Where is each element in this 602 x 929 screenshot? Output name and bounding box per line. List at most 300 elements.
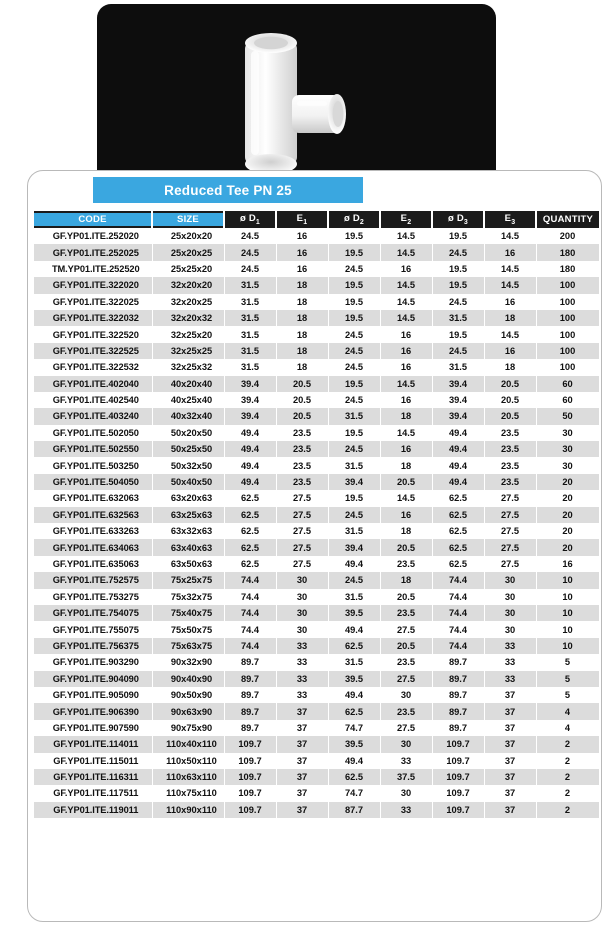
cell-e2: 14.5 bbox=[380, 244, 432, 260]
cell-d1: 109.7 bbox=[224, 753, 276, 769]
cell-d1: 24.5 bbox=[224, 244, 276, 260]
cell-e2: 18 bbox=[380, 572, 432, 588]
cell-e1: 27.5 bbox=[276, 556, 328, 572]
cell-e3: 37 bbox=[484, 720, 536, 736]
cell-d3: 89.7 bbox=[432, 687, 484, 703]
cell-e3: 14.5 bbox=[484, 326, 536, 342]
cell-e3: 37 bbox=[484, 736, 536, 752]
cell-d3: 31.5 bbox=[432, 359, 484, 375]
cell-e1: 16 bbox=[276, 261, 328, 277]
cell-e3: 37 bbox=[484, 785, 536, 801]
cell-d1: 89.7 bbox=[224, 687, 276, 703]
cell-size: 110x75x110 bbox=[152, 785, 224, 801]
cell-d2: 24.5 bbox=[328, 572, 380, 588]
table-row bbox=[34, 703, 599, 719]
cell-d2: 62.5 bbox=[328, 769, 380, 785]
cell-e3: 16 bbox=[484, 244, 536, 260]
cell-e1: 37 bbox=[276, 769, 328, 785]
cell-e1: 37 bbox=[276, 720, 328, 736]
cell-d1: 31.5 bbox=[224, 343, 276, 359]
cell-d1: 49.4 bbox=[224, 441, 276, 457]
cell-e1: 30 bbox=[276, 605, 328, 621]
cell-d2: 31.5 bbox=[328, 589, 380, 605]
cell-quantity: 16 bbox=[536, 556, 599, 572]
cell-code: GF.YP01.ITE.756375 bbox=[34, 638, 152, 654]
cell-e2: 16 bbox=[380, 326, 432, 342]
cell-size: 110x50x110 bbox=[152, 753, 224, 769]
cell-quantity: 100 bbox=[536, 277, 599, 293]
cell-e2: 16 bbox=[380, 441, 432, 457]
cell-e3: 27.5 bbox=[484, 507, 536, 523]
cell-quantity: 4 bbox=[536, 720, 599, 736]
cell-quantity: 2 bbox=[536, 785, 599, 801]
cell-e1: 33 bbox=[276, 638, 328, 654]
cell-e3: 16 bbox=[484, 294, 536, 310]
cell-d3: 74.4 bbox=[432, 572, 484, 588]
cell-d2: 31.5 bbox=[328, 654, 380, 670]
cell-d1: 39.4 bbox=[224, 408, 276, 424]
cell-code: GF.YP01.ITE.322525 bbox=[34, 343, 152, 359]
cell-d3: 109.7 bbox=[432, 769, 484, 785]
cell-quantity: 30 bbox=[536, 457, 599, 473]
cell-d3: 62.5 bbox=[432, 523, 484, 539]
table-row bbox=[34, 474, 599, 490]
cell-size: 63x40x63 bbox=[152, 539, 224, 555]
table-row bbox=[34, 294, 599, 310]
cell-e1: 27.5 bbox=[276, 523, 328, 539]
cell-d1: 62.5 bbox=[224, 490, 276, 506]
cell-d3: 109.7 bbox=[432, 785, 484, 801]
cell-d1: 39.4 bbox=[224, 392, 276, 408]
cell-quantity: 4 bbox=[536, 703, 599, 719]
cell-quantity: 10 bbox=[536, 589, 599, 605]
cell-d3: 62.5 bbox=[432, 490, 484, 506]
column-header-e1-sub: 1 bbox=[303, 218, 308, 226]
cell-quantity: 2 bbox=[536, 753, 599, 769]
column-header-e3-label: E bbox=[504, 213, 512, 225]
cell-d1: 31.5 bbox=[224, 277, 276, 293]
cell-e3: 23.5 bbox=[484, 457, 536, 473]
cell-d3: 109.7 bbox=[432, 736, 484, 752]
cell-e3: 27.5 bbox=[484, 539, 536, 555]
cell-size: 63x32x63 bbox=[152, 523, 224, 539]
table-row bbox=[34, 720, 599, 736]
table-row bbox=[34, 638, 599, 654]
table-row bbox=[34, 523, 599, 539]
cell-e2: 27.5 bbox=[380, 621, 432, 637]
table-row bbox=[34, 654, 599, 670]
cell-e2: 20.5 bbox=[380, 589, 432, 605]
cell-e1: 20.5 bbox=[276, 408, 328, 424]
cell-e3: 27.5 bbox=[484, 490, 536, 506]
cell-e1: 33 bbox=[276, 654, 328, 670]
cell-size: 90x40x90 bbox=[152, 671, 224, 687]
cell-e3: 23.5 bbox=[484, 474, 536, 490]
cell-d3: 19.5 bbox=[432, 326, 484, 342]
column-header-e1 bbox=[276, 211, 328, 228]
cell-d2: 19.5 bbox=[328, 244, 380, 260]
cell-d3: 49.4 bbox=[432, 441, 484, 457]
table-row bbox=[34, 769, 599, 785]
cell-d1: 74.4 bbox=[224, 572, 276, 588]
cell-quantity: 180 bbox=[536, 244, 599, 260]
cell-d3: 49.4 bbox=[432, 457, 484, 473]
cell-e3: 37 bbox=[484, 687, 536, 703]
cell-e1: 27.5 bbox=[276, 490, 328, 506]
cell-d3: 109.7 bbox=[432, 753, 484, 769]
cell-d1: 49.4 bbox=[224, 425, 276, 441]
cell-d3: 89.7 bbox=[432, 671, 484, 687]
cell-d2: 31.5 bbox=[328, 408, 380, 424]
table-row bbox=[34, 244, 599, 260]
cell-code: GF.YP01.ITE.116311 bbox=[34, 769, 152, 785]
cell-d3: 109.7 bbox=[432, 802, 484, 818]
spec-card bbox=[27, 170, 602, 922]
cell-e3: 37 bbox=[484, 769, 536, 785]
cell-e1: 23.5 bbox=[276, 457, 328, 473]
cell-d3: 39.4 bbox=[432, 408, 484, 424]
cell-e2: 23.5 bbox=[380, 654, 432, 670]
cell-quantity: 2 bbox=[536, 802, 599, 818]
column-header-e1-label: E bbox=[296, 213, 304, 225]
cell-code: GF.YP01.ITE.322032 bbox=[34, 310, 152, 326]
column-header-e3 bbox=[484, 211, 536, 228]
cell-e2: 16 bbox=[380, 392, 432, 408]
cell-d2: 62.5 bbox=[328, 638, 380, 654]
cell-d2: 49.4 bbox=[328, 753, 380, 769]
table-row bbox=[34, 425, 599, 441]
cell-size: 50x20x50 bbox=[152, 425, 224, 441]
cell-code: GF.YP01.ITE.117511 bbox=[34, 785, 152, 801]
column-header-code bbox=[34, 211, 152, 228]
cell-e1: 37 bbox=[276, 785, 328, 801]
table-row bbox=[34, 753, 599, 769]
cell-d1: 74.4 bbox=[224, 621, 276, 637]
cell-d3: 19.5 bbox=[432, 277, 484, 293]
cell-size: 75x50x75 bbox=[152, 621, 224, 637]
cell-e3: 20.5 bbox=[484, 392, 536, 408]
cell-code: GF.YP01.ITE.403240 bbox=[34, 408, 152, 424]
column-header-d2 bbox=[328, 211, 380, 228]
cell-e3: 33 bbox=[484, 671, 536, 687]
cell-code: GF.YP01.ITE.905090 bbox=[34, 687, 152, 703]
cell-e1: 30 bbox=[276, 589, 328, 605]
table-row bbox=[34, 408, 599, 424]
cell-e1: 16 bbox=[276, 228, 328, 244]
cell-d3: 74.4 bbox=[432, 589, 484, 605]
cell-code: GF.YP01.ITE.402540 bbox=[34, 392, 152, 408]
cell-e1: 18 bbox=[276, 277, 328, 293]
cell-quantity: 2 bbox=[536, 769, 599, 785]
cell-code: GF.YP01.ITE.503250 bbox=[34, 457, 152, 473]
column-header-d2-label: ø D bbox=[344, 213, 360, 225]
column-header-size bbox=[152, 211, 224, 228]
cell-quantity: 20 bbox=[536, 490, 599, 506]
cell-quantity: 20 bbox=[536, 507, 599, 523]
table-row bbox=[34, 457, 599, 473]
cell-d2: 24.5 bbox=[328, 507, 380, 523]
cell-d2: 19.5 bbox=[328, 490, 380, 506]
cell-e3: 33 bbox=[484, 638, 536, 654]
cell-e2: 27.5 bbox=[380, 720, 432, 736]
cell-e3: 30 bbox=[484, 572, 536, 588]
cell-d2: 24.5 bbox=[328, 343, 380, 359]
table-title-ribbon bbox=[93, 177, 363, 203]
cell-size: 40x32x40 bbox=[152, 408, 224, 424]
cell-code: GF.YP01.ITE.903290 bbox=[34, 654, 152, 670]
cell-quantity: 30 bbox=[536, 441, 599, 457]
cell-size: 50x40x50 bbox=[152, 474, 224, 490]
table-row bbox=[34, 605, 599, 621]
cell-quantity: 30 bbox=[536, 425, 599, 441]
cell-d2: 74.7 bbox=[328, 785, 380, 801]
cell-quantity: 5 bbox=[536, 654, 599, 670]
cell-quantity: 20 bbox=[536, 474, 599, 490]
cell-e3: 30 bbox=[484, 589, 536, 605]
cell-size: 50x32x50 bbox=[152, 457, 224, 473]
cell-code: GF.YP01.ITE.634063 bbox=[34, 539, 152, 555]
cell-quantity: 5 bbox=[536, 687, 599, 703]
column-header-e3-sub: 3 bbox=[511, 218, 516, 226]
column-header-d2-sub: 2 bbox=[359, 218, 364, 226]
cell-size: 25x20x20 bbox=[152, 228, 224, 244]
table-row bbox=[34, 310, 599, 326]
cell-e2: 14.5 bbox=[380, 376, 432, 392]
cell-e2: 23.5 bbox=[380, 556, 432, 572]
spec-table bbox=[34, 211, 600, 818]
cell-size: 90x50x90 bbox=[152, 687, 224, 703]
cell-d3: 89.7 bbox=[432, 703, 484, 719]
cell-d1: 62.5 bbox=[224, 523, 276, 539]
cell-d1: 49.4 bbox=[224, 457, 276, 473]
cell-d3: 62.5 bbox=[432, 507, 484, 523]
cell-d1: 31.5 bbox=[224, 294, 276, 310]
cell-e1: 37 bbox=[276, 736, 328, 752]
cell-d3: 49.4 bbox=[432, 474, 484, 490]
cell-code: GF.YP01.ITE.322025 bbox=[34, 294, 152, 310]
cell-d2: 19.5 bbox=[328, 425, 380, 441]
cell-size: 32x25x25 bbox=[152, 343, 224, 359]
cell-quantity: 5 bbox=[536, 671, 599, 687]
cell-code: GF.YP01.ITE.402040 bbox=[34, 376, 152, 392]
cell-d2: 49.4 bbox=[328, 687, 380, 703]
table-row bbox=[34, 687, 599, 703]
column-header-quantity bbox=[536, 211, 599, 228]
cell-e1: 20.5 bbox=[276, 392, 328, 408]
cell-e1: 18 bbox=[276, 294, 328, 310]
cell-d3: 89.7 bbox=[432, 654, 484, 670]
cell-quantity: 180 bbox=[536, 261, 599, 277]
cell-quantity: 100 bbox=[536, 359, 599, 375]
cell-code: GF.YP01.ITE.633263 bbox=[34, 523, 152, 539]
cell-d2: 74.7 bbox=[328, 720, 380, 736]
cell-d1: 89.7 bbox=[224, 703, 276, 719]
cell-e3: 27.5 bbox=[484, 556, 536, 572]
cell-d3: 89.7 bbox=[432, 720, 484, 736]
cell-d3: 49.4 bbox=[432, 425, 484, 441]
cell-code: GF.YP01.ITE.322520 bbox=[34, 326, 152, 342]
cell-e2: 18 bbox=[380, 457, 432, 473]
cell-d1: 31.5 bbox=[224, 326, 276, 342]
cell-d3: 31.5 bbox=[432, 310, 484, 326]
cell-e2: 16 bbox=[380, 507, 432, 523]
cell-size: 32x20x32 bbox=[152, 310, 224, 326]
cell-code: GF.YP01.ITE.752575 bbox=[34, 572, 152, 588]
cell-d2: 87.7 bbox=[328, 802, 380, 818]
cell-e3: 18 bbox=[484, 359, 536, 375]
table-title: Reduced Tee PN 25 bbox=[164, 182, 292, 198]
cell-e1: 37 bbox=[276, 753, 328, 769]
cell-d2: 19.5 bbox=[328, 310, 380, 326]
cell-code: GF.YP01.ITE.754075 bbox=[34, 605, 152, 621]
cell-e2: 23.5 bbox=[380, 605, 432, 621]
cell-quantity: 10 bbox=[536, 621, 599, 637]
cell-d1: 89.7 bbox=[224, 654, 276, 670]
cell-d3: 39.4 bbox=[432, 392, 484, 408]
cell-d3: 19.5 bbox=[432, 228, 484, 244]
cell-e3: 20.5 bbox=[484, 376, 536, 392]
cell-quantity: 20 bbox=[536, 523, 599, 539]
cell-d1: 109.7 bbox=[224, 769, 276, 785]
cell-e2: 14.5 bbox=[380, 490, 432, 506]
cell-d1: 89.7 bbox=[224, 720, 276, 736]
cell-size: 90x32x90 bbox=[152, 654, 224, 670]
cell-e1: 37 bbox=[276, 703, 328, 719]
cell-e2: 14.5 bbox=[380, 277, 432, 293]
cell-e3: 14.5 bbox=[484, 277, 536, 293]
cell-e3: 30 bbox=[484, 621, 536, 637]
cell-e2: 20.5 bbox=[380, 539, 432, 555]
cell-size: 75x32x75 bbox=[152, 589, 224, 605]
cell-code: GF.YP01.ITE.904090 bbox=[34, 671, 152, 687]
cell-d1: 109.7 bbox=[224, 785, 276, 801]
cell-e1: 23.5 bbox=[276, 441, 328, 457]
table-row bbox=[34, 441, 599, 457]
cell-d3: 74.4 bbox=[432, 621, 484, 637]
cell-code: GF.YP01.ITE.252025 bbox=[34, 244, 152, 260]
cell-code: GF.YP01.ITE.906390 bbox=[34, 703, 152, 719]
cell-d2: 31.5 bbox=[328, 457, 380, 473]
cell-e2: 16 bbox=[380, 261, 432, 277]
cell-e3: 33 bbox=[484, 654, 536, 670]
cell-d3: 24.5 bbox=[432, 244, 484, 260]
table-row bbox=[34, 572, 599, 588]
cell-e2: 16 bbox=[380, 359, 432, 375]
cell-d2: 19.5 bbox=[328, 228, 380, 244]
cell-e3: 14.5 bbox=[484, 261, 536, 277]
cell-d3: 62.5 bbox=[432, 556, 484, 572]
cell-e1: 20.5 bbox=[276, 376, 328, 392]
column-header-d1 bbox=[224, 211, 276, 228]
cell-d1: 62.5 bbox=[224, 556, 276, 572]
cell-d2: 24.5 bbox=[328, 392, 380, 408]
cell-d1: 74.4 bbox=[224, 589, 276, 605]
cell-size: 75x40x75 bbox=[152, 605, 224, 621]
table-row bbox=[34, 343, 599, 359]
column-header-d3-label: ø D bbox=[448, 213, 464, 225]
cell-code: GF.YP01.ITE.504050 bbox=[34, 474, 152, 490]
cell-code: GF.YP01.ITE.322020 bbox=[34, 277, 152, 293]
cell-d1: 24.5 bbox=[224, 228, 276, 244]
cell-d1: 24.5 bbox=[224, 261, 276, 277]
cell-d2: 31.5 bbox=[328, 523, 380, 539]
column-header-e2 bbox=[380, 211, 432, 228]
cell-e2: 14.5 bbox=[380, 228, 432, 244]
cell-e1: 30 bbox=[276, 621, 328, 637]
cell-size: 90x63x90 bbox=[152, 703, 224, 719]
table-row bbox=[34, 589, 599, 605]
cell-d1: 39.4 bbox=[224, 376, 276, 392]
table-row bbox=[34, 621, 599, 637]
column-header-quantity-label: QUANTITY bbox=[542, 214, 594, 225]
table-row bbox=[34, 326, 599, 342]
cell-size: 110x40x110 bbox=[152, 736, 224, 752]
cell-code: GF.YP01.ITE.322532 bbox=[34, 359, 152, 375]
cell-size: 63x25x63 bbox=[152, 507, 224, 523]
cell-d3: 24.5 bbox=[432, 343, 484, 359]
cell-d2: 24.5 bbox=[328, 441, 380, 457]
cell-e3: 23.5 bbox=[484, 425, 536, 441]
cell-size: 75x63x75 bbox=[152, 638, 224, 654]
cell-code: TM.YP01.ITE.252520 bbox=[34, 261, 152, 277]
cell-size: 50x25x50 bbox=[152, 441, 224, 457]
table-row bbox=[34, 490, 599, 506]
cell-d3: 24.5 bbox=[432, 294, 484, 310]
cell-quantity: 2 bbox=[536, 736, 599, 752]
column-header-code-label: CODE bbox=[34, 213, 151, 226]
cell-code: GF.YP01.ITE.632563 bbox=[34, 507, 152, 523]
cell-code: GF.YP01.ITE.252020 bbox=[34, 228, 152, 244]
cell-d2: 39.4 bbox=[328, 474, 380, 490]
cell-e2: 30 bbox=[380, 736, 432, 752]
cell-size: 40x25x40 bbox=[152, 392, 224, 408]
cell-quantity: 10 bbox=[536, 572, 599, 588]
column-header-d1-sub: 1 bbox=[255, 218, 260, 226]
cell-code: GF.YP01.ITE.907590 bbox=[34, 720, 152, 736]
cell-e2: 20.5 bbox=[380, 474, 432, 490]
cell-code: GF.YP01.ITE.635063 bbox=[34, 556, 152, 572]
cell-d2: 62.5 bbox=[328, 703, 380, 719]
table-row bbox=[34, 671, 599, 687]
cell-size: 32x25x32 bbox=[152, 359, 224, 375]
cell-quantity: 60 bbox=[536, 376, 599, 392]
cell-e1: 16 bbox=[276, 244, 328, 260]
cell-quantity: 20 bbox=[536, 539, 599, 555]
cell-d1: 109.7 bbox=[224, 802, 276, 818]
cell-code: GF.YP01.ITE.502050 bbox=[34, 425, 152, 441]
cell-d2: 39.4 bbox=[328, 539, 380, 555]
cell-e1: 27.5 bbox=[276, 539, 328, 555]
cell-d2: 19.5 bbox=[328, 294, 380, 310]
table-row bbox=[34, 507, 599, 523]
cell-size: 32x25x20 bbox=[152, 326, 224, 342]
cell-size: 40x20x40 bbox=[152, 376, 224, 392]
cell-code: GF.YP01.ITE.115011 bbox=[34, 753, 152, 769]
table-row bbox=[34, 261, 599, 277]
cell-quantity: 200 bbox=[536, 228, 599, 244]
table-row bbox=[34, 736, 599, 752]
cell-code: GF.YP01.ITE.753275 bbox=[34, 589, 152, 605]
cell-quantity: 100 bbox=[536, 294, 599, 310]
cell-e2: 14.5 bbox=[380, 425, 432, 441]
cell-d1: 31.5 bbox=[224, 310, 276, 326]
table-row bbox=[34, 376, 599, 392]
cell-e1: 30 bbox=[276, 572, 328, 588]
cell-e2: 30 bbox=[380, 687, 432, 703]
cell-code: GF.YP01.ITE.502550 bbox=[34, 441, 152, 457]
cell-e1: 23.5 bbox=[276, 474, 328, 490]
cell-e3: 37 bbox=[484, 703, 536, 719]
